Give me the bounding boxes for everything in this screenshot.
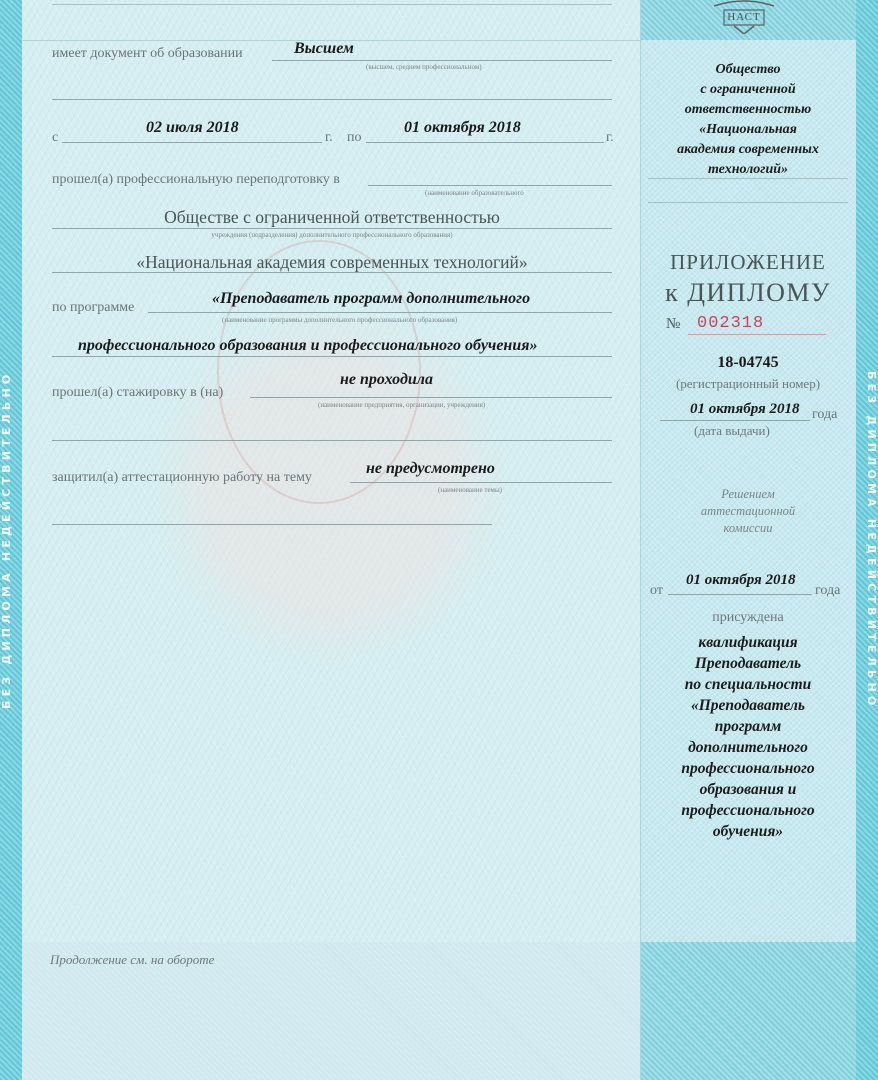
retraining-org-underline-2 — [52, 272, 612, 273]
side-bottom-band — [641, 942, 859, 1080]
retraining-underline — [368, 185, 612, 186]
period-from-underline — [62, 142, 322, 143]
retraining-org-underline-1 — [52, 228, 612, 229]
program-label: по программе — [52, 300, 135, 315]
blank-line-2 — [52, 440, 612, 441]
org-line: ответственностью — [684, 102, 812, 117]
form-number-underline — [688, 334, 826, 335]
top-cut-line — [52, 4, 612, 5]
decision-line: комиссии — [723, 521, 773, 535]
internship-underline — [250, 397, 612, 398]
appendix-title: ПРИЛОЖЕНИЕ — [670, 250, 826, 274]
left-security-strip — [0, 0, 22, 1080]
org-line: Общество — [715, 62, 781, 77]
decision-from-label: от — [650, 583, 663, 598]
qualification-line: обучения» — [712, 823, 784, 840]
decision-line: аттестационной — [700, 504, 796, 518]
number-label: № — [666, 316, 681, 332]
decision-date-underline — [668, 594, 812, 595]
period-from-date: 02 июля 2018 — [146, 119, 239, 136]
issue-date: 01 октября 2018 — [690, 401, 800, 417]
education-underline — [272, 60, 612, 61]
education-value: Высшем — [294, 40, 354, 57]
qualification-line: по специальности — [684, 676, 812, 693]
left-strip-text: БЕЗ ДИПЛОМА НЕДЕЙСТВИТЕЛЬНО — [0, 370, 13, 710]
issue-date-underline — [660, 420, 810, 421]
right-strip-text: БЕЗ ДИПЛОМА НЕДЕЙСТВИТЕЛЬНО — [865, 370, 878, 710]
program-value-line1: «Преподаватель программ дополнительного — [212, 290, 531, 307]
retraining-hint-2: учреждения (подразделения) дополнительного профессионального образования) — [211, 231, 453, 239]
internship-hint: (наименование предприятия, организации, учреждения) — [318, 401, 486, 409]
blank-line-1 — [52, 99, 612, 100]
continuation-note: Продолжение см. на обороте — [50, 952, 215, 967]
program-underline-2 — [52, 356, 612, 357]
internship-label: прошел(а) стажировку в (на) — [52, 385, 224, 400]
education-label: имеет документ об образовании — [52, 46, 243, 61]
thesis-underline — [350, 482, 612, 483]
thesis-value: не предусмотрено — [366, 460, 495, 477]
main-panel — [22, 0, 640, 1080]
org-line: с ограниченной — [700, 82, 796, 97]
internship-value: не проходила — [340, 371, 433, 388]
period-to-underline — [366, 142, 604, 143]
period-g1: г. — [325, 130, 333, 145]
issue-year-word: года — [812, 407, 838, 422]
period-to-label: по — [347, 130, 362, 145]
decision-line: Решением — [721, 487, 775, 501]
qualification-line: Преподаватель — [694, 655, 802, 672]
retraining-org-line2: «Национальная академия современных технологий» — [136, 252, 528, 272]
retraining-org-line1: Обществе с ограниченной ответственностью — [164, 207, 500, 227]
org-line: академия современных — [677, 142, 819, 157]
program-hint: (наименование программы дополнительного профессионального образования) — [222, 316, 458, 324]
right-security-strip — [856, 0, 878, 1080]
period-to-date: 01 октября 2018 — [404, 119, 521, 136]
retraining-hint-1: (наименование образовательного — [425, 189, 524, 197]
logo-text: НАСТ — [727, 11, 761, 23]
qualification-line: профессионального — [681, 802, 815, 819]
org-line: «Национальная — [699, 122, 797, 137]
qualification-line: образования и — [699, 781, 797, 798]
org-underline-2 — [648, 202, 848, 203]
education-hint: (высшем, среднем профессиональном) — [366, 63, 482, 71]
issue-date-hint: (дата выдачи) — [694, 423, 770, 438]
program-value-line2: профессионального образования и профессионального обучения» — [78, 337, 538, 354]
thesis-label: защитил(а) аттестационную работу на тему — [52, 470, 312, 485]
form-number: 002318 — [697, 314, 765, 333]
decision-date: 01 октября 2018 — [686, 572, 796, 588]
issuer-organization — [648, 60, 848, 180]
qualification-line: программ — [714, 718, 782, 735]
to-diploma-title: к ДИПЛОМУ — [665, 278, 831, 307]
period-from-label: с — [52, 130, 59, 145]
qualification-block — [648, 632, 848, 842]
retraining-label: прошел(а) профессиональную переподготовку в — [52, 172, 340, 187]
commission-decision — [648, 486, 848, 537]
org-line: технологий» — [707, 162, 789, 177]
qualification-line: «Преподаватель — [691, 697, 805, 714]
awarded-label: присуждена — [712, 610, 784, 625]
qualification-line: профессионального — [681, 760, 815, 777]
program-underline-1 — [148, 312, 612, 313]
registration-hint: (регистрационный номер) — [675, 376, 821, 391]
nast-logo — [710, 0, 778, 34]
period-g2: г. — [606, 130, 614, 145]
decision-year-word: года — [815, 583, 841, 598]
blank-line-3 — [52, 524, 492, 525]
org-underline-1 — [648, 178, 848, 179]
qualification-line: квалификация — [698, 634, 798, 651]
qualification-line: дополнительного — [688, 739, 808, 756]
registration-number: 18-04745 — [717, 354, 779, 371]
thesis-hint: (наименование темы) — [438, 486, 503, 494]
